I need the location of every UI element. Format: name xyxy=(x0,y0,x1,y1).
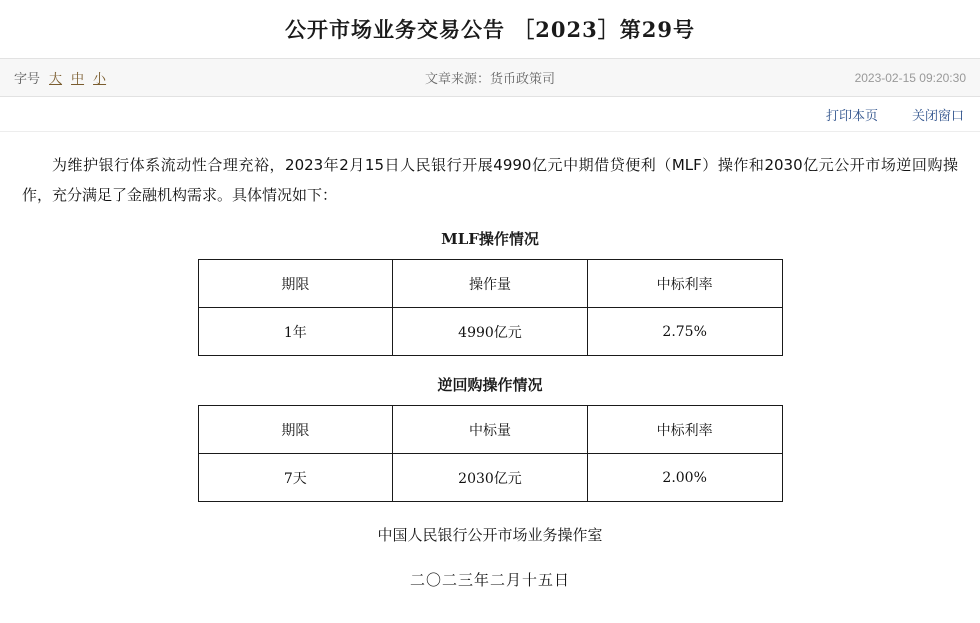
action-bar xyxy=(0,97,980,132)
table-header-row xyxy=(198,406,782,454)
print-page-link[interactable]: 打印本页 xyxy=(825,107,878,123)
font-size-label: 字号 xyxy=(14,71,41,86)
repo-header-term: 期限 xyxy=(198,406,393,454)
font-size-controls xyxy=(14,68,106,87)
repo-header-volume: 中标量 xyxy=(393,406,588,454)
issuer-line: 中国人民银行公开市场业务操作室 xyxy=(377,526,603,544)
close-window-link[interactable]: 关闭窗口 xyxy=(911,107,964,123)
table-header-row xyxy=(198,260,782,308)
title-bar xyxy=(0,0,980,59)
reverse-repo-table xyxy=(198,405,783,502)
article-source: 文章来源：货币政策司 xyxy=(424,71,556,86)
mlf-cell-volume: 4990亿元 xyxy=(393,308,588,356)
body-paragraph: 为维护银行体系流动性合理充裕，2023年2月15日人民银行开展4990亿元中期借贷便利（MLF）操作和2030亿元公开市场逆回购操作，充分满足了金融机构需求。具体情况如下： xyxy=(22,156,958,204)
reverse-repo-section-title: 逆回购操作情况 xyxy=(437,376,543,394)
publish-timestamp: 2023-02-15 09:20:30 xyxy=(854,70,966,85)
table-row xyxy=(198,454,782,502)
mlf-header-rate: 中标利率 xyxy=(587,260,782,308)
repo-cell-term: 7天 xyxy=(198,454,393,502)
table-row xyxy=(198,308,782,356)
font-size-medium[interactable]: 中 xyxy=(71,71,85,86)
meta-bar xyxy=(0,59,980,97)
page-title: 公开市场业务交易公告 ［2023］第29号 xyxy=(285,17,695,42)
issue-date: 二〇二三年二月十五日 xyxy=(409,571,570,589)
repo-cell-volume: 2030亿元 xyxy=(393,454,588,502)
repo-cell-rate: 2.00% xyxy=(587,454,782,502)
mlf-header-term: 期限 xyxy=(198,260,393,308)
repo-header-rate: 中标利率 xyxy=(587,406,782,454)
document-content xyxy=(0,132,980,590)
mlf-table xyxy=(198,259,783,356)
mlf-cell-rate: 2.75% xyxy=(587,308,782,356)
mlf-cell-term: 1年 xyxy=(198,308,393,356)
font-size-large[interactable]: 大 xyxy=(49,71,63,86)
font-size-small[interactable]: 小 xyxy=(93,71,107,86)
mlf-section-title: MLF操作情况 xyxy=(441,230,539,248)
mlf-header-volume: 操作量 xyxy=(393,260,588,308)
